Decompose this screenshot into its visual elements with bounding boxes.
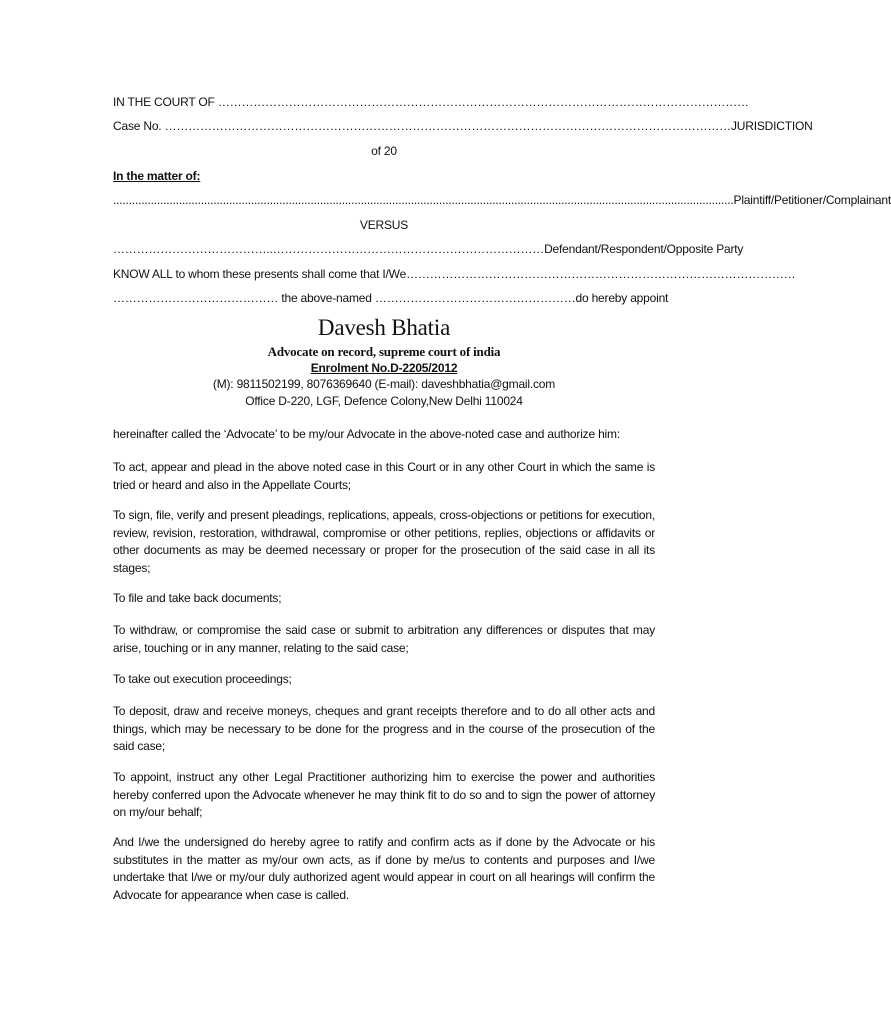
court-label: IN THE COURT OF: [113, 95, 215, 109]
advocate-contact: (M): 9811502199, 8076369640 (E-mail): daveshbhatia@gmail.com: [212, 377, 556, 391]
versus-label: VERSUS: [359, 218, 409, 232]
appoint-text: do hereby appoint: [575, 291, 669, 305]
paragraph-file-documents: To file and take back documents;: [113, 591, 282, 605]
case-label: Case No.: [113, 119, 162, 133]
paragraph-act-appear: To act, appear and plead in the above noted case in this Court or in any other Court in which the same is tried or heard and also in the Appellate Courts;: [113, 460, 655, 492]
above-named-line: [113, 290, 669, 306]
paragraph-execution: To take out execution proceedings;: [113, 672, 292, 686]
advocate-title: Advocate on record, supreme court of india: [267, 344, 501, 359]
defendant-line: [113, 241, 744, 257]
paragraph-sign-file: To sign, file, verify and present pleadings, replications, appeals, cross-objections or petitions for execution, review, revision, restoration, withdrawal, compromise or other petitions, replies, objections or affidavits or other documents as may be deemed necessary or proper for the prosecution of the said case in all its stages;: [113, 508, 655, 575]
advocate-office: Office D-220, LGF, Defence Colony,New Delhi 110024: [245, 394, 523, 408]
jurisdiction-label: JURISDICTION: [730, 119, 813, 133]
court-blank: ………………………………………………………………………………………………………………………: [217, 95, 749, 109]
matter-heading: In the matter of:: [113, 169, 201, 183]
know-all-text: KNOW ALL to whom these presents shall come that I/We: [113, 267, 407, 281]
client-name-blank: ………………………………………………………………………………………: [406, 267, 796, 281]
paragraph-appointment: hereinafter called the ‘Advocate’ to be my/our Advocate in the above-noted case and authorize him:: [113, 427, 620, 441]
court-line: [113, 94, 749, 110]
above-named-text: the above-named: [278, 291, 372, 305]
year-line: of 20: [371, 144, 397, 158]
plaintiff-blank: ......................................................................................................................................................................................................: [113, 193, 734, 207]
case-number-blank: Case No. ………………………………………………………………………………………………………………………………: [113, 119, 731, 133]
advocate-name: Davesh Bhatia: [317, 315, 451, 340]
case-number-line: [113, 118, 813, 134]
defendant-blank: …………………………………..……………………………………………………………: [113, 242, 545, 256]
plaintiff-label: Plaintiff/Petitioner/Complainant: [733, 193, 891, 207]
above-named-blank: …………………………………… the above-named ……………………………………………: [113, 291, 576, 305]
paragraph-deposit: To deposit, draw and receive moneys, cheques and grant receipts therefore and to do all other acts and things, which may be necessary to be done for the progress and in the course of the prosecution of the said case;: [113, 704, 655, 753]
defendant-label: Defendant/Respondent/Opposite Party: [544, 242, 744, 256]
paragraph-withdraw: To withdraw, or compromise the said case or submit to arbitration any differences or disputes that may arise, touching or in any manner, relating to the said case;: [113, 623, 655, 655]
paragraph-appoint-practitioner: To appoint, instruct any other Legal Practitioner authorizing him to exercise the power and authorities hereby conferred upon the Advocate whenever he may think fit to do so and to sign the power of attorney on my/our behalf;: [113, 770, 655, 819]
paragraph-ratify: And I/we the undersigned do hereby agree to ratify and confirm acts as if done by the Advocate or his substitutes in the matter as my/our own acts, as if done by me/us to contents and purposes and I/we undertake that I/we or my/our duly authorized agent would appear in court on all hearings will confirm the Advocate for appearance when case is called.: [113, 835, 655, 902]
enrolment-number: Enrolment No.D-2205/2012: [310, 361, 458, 375]
plaintiff-line: [113, 192, 891, 208]
know-all-line: [113, 266, 796, 282]
